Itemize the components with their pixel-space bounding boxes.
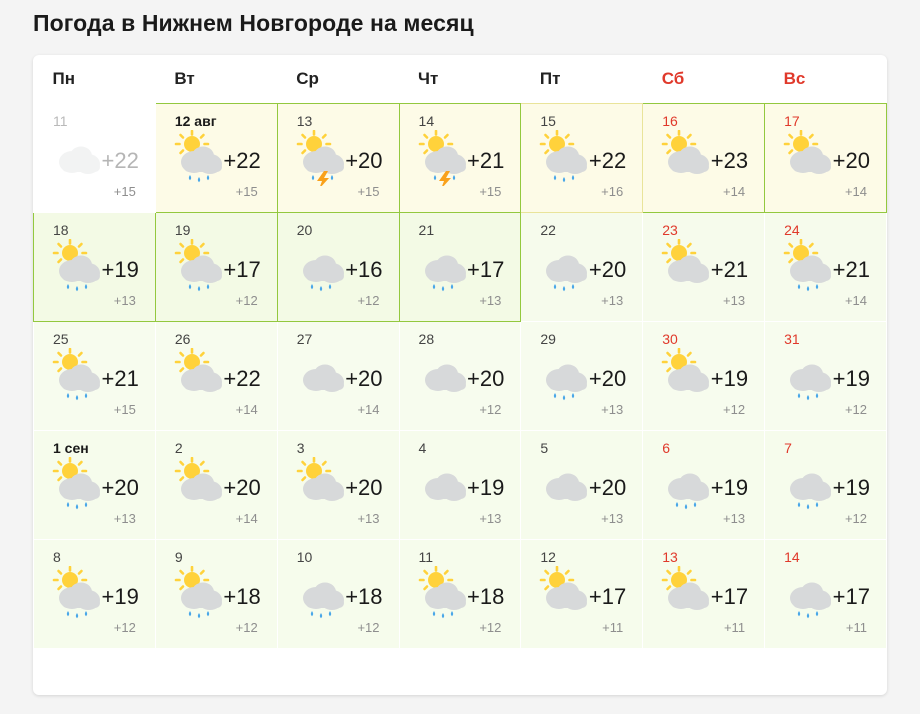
temperature-max: +19 [101,584,139,609]
temperature-min: +11 [845,620,867,635]
day-number: 10 [296,549,313,565]
day-number: 23 [662,222,678,238]
day-number: 7 [784,440,792,456]
temperature-max: +18 [223,584,261,609]
weekday-header-5: Сб [661,69,685,88]
calendar-week-row [34,431,887,540]
calendar-week-row [34,213,887,322]
day-cell[interactable] [34,213,156,322]
temperature-max: +22 [223,148,261,173]
day-cell[interactable] [765,540,887,649]
temperature-min: +15 [479,184,502,199]
temperature-max: +20 [345,366,383,391]
day-cell[interactable] [521,213,643,322]
temperature-min: +12 [844,511,867,526]
day-cell[interactable] [399,104,521,213]
day-cell[interactable] [155,540,277,649]
day-cell-inner [278,322,399,430]
temperature-max: +20 [588,257,627,282]
day-number: 16 [662,113,678,129]
calendar-week-row [34,540,887,649]
temperature-min: +15 [357,184,380,199]
temperature-min: +14 [235,402,258,417]
day-cell[interactable] [643,213,765,322]
temperature-max: +19 [710,366,749,391]
day-cell-inner [765,104,886,212]
day-cell[interactable] [277,540,399,649]
day-cell-inner [34,540,155,648]
day-cell[interactable] [643,104,765,213]
day-cell[interactable] [155,104,277,213]
temperature-min: +12 [479,402,502,417]
day-cell[interactable] [521,104,643,213]
temperature-max: +20 [467,366,505,391]
calendar-week-row [34,104,887,213]
day-number: 12 авг [174,113,217,129]
day-number: 30 [662,331,678,347]
day-cell[interactable] [277,104,399,213]
day-cell-inner [643,322,764,430]
day-cell[interactable] [277,213,399,322]
day-cell-inner [278,104,399,212]
temperature-min: +13 [601,402,624,417]
day-cell-inner [278,540,399,648]
day-cell[interactable] [277,431,399,540]
temperature-max: +21 [832,257,870,282]
temperature-max: +20 [588,475,627,500]
day-cell-inner [521,104,642,212]
temperature-min: +15 [113,402,136,417]
day-cell[interactable] [521,540,643,649]
day-cell-inner [400,322,521,430]
day-number: 1 сен [53,440,89,456]
temperature-min: +13 [357,511,380,526]
day-number: 13 [662,549,678,565]
temperature-min: +13 [113,293,136,308]
temperature-max: +16 [345,257,383,282]
day-number: 26 [174,331,191,347]
temperature-min: +13 [601,293,624,308]
temperature-max: +20 [101,475,139,500]
temperature-max: +20 [832,148,870,173]
day-cell-inner [521,540,642,648]
day-number: 24 [784,222,800,238]
day-cell[interactable] [521,431,643,540]
day-cell[interactable] [155,322,277,431]
temperature-max: +19 [832,366,870,391]
calendar-week-row [34,322,887,431]
temperature-min: +15 [113,184,136,199]
day-number: 14 [784,549,800,565]
temperature-min: +11 [723,620,746,635]
day-cell[interactable] [155,431,277,540]
day-cell-inner [278,431,399,539]
day-cell-inner [765,322,886,430]
day-number: 31 [784,331,800,347]
day-cell-inner [156,540,277,648]
day-cell-inner [34,322,155,430]
day-cell-inner [643,104,764,212]
weekday-header-3: Чт [418,69,439,88]
temperature-max: +17 [710,584,749,609]
temperature-max: +19 [101,257,139,282]
day-cell-inner [278,213,399,321]
weekday-header-4: Пт [539,69,561,88]
temperature-max: +23 [710,148,749,173]
day-number: 14 [418,113,435,129]
weekday-header-row [34,55,887,104]
temperature-max: +20 [345,475,383,500]
day-cell-inner [156,104,277,212]
page-title: Погода в Нижнем Новгороде на месяц [33,10,474,36]
day-number: 6 [662,440,671,456]
day-cell[interactable] [399,431,521,540]
day-number: 20 [296,222,313,238]
temperature-max: +20 [345,148,383,173]
day-cell[interactable] [399,540,521,649]
temperature-max: +17 [467,257,505,282]
temperature-max: +22 [588,148,627,173]
day-cell-inner [765,431,886,539]
day-cell[interactable] [34,322,156,431]
day-cell[interactable] [765,104,887,213]
day-cell[interactable] [643,540,765,649]
day-number: 4 [418,440,427,456]
temperature-max: +17 [588,584,627,609]
day-number: 12 [540,549,556,565]
day-number: 8 [53,549,61,565]
temperature-min: +11 [602,620,624,635]
day-cell[interactable] [643,322,765,431]
day-cell[interactable] [765,213,887,322]
temperature-max: +22 [101,148,139,173]
temperature-min: +14 [357,402,380,417]
temperature-min: +15 [235,184,258,199]
day-cell-inner [156,431,277,539]
day-cell-inner [400,104,521,212]
day-number: 15 [540,113,556,129]
day-number: 27 [296,331,313,347]
day-cell[interactable] [34,104,156,213]
day-number: 29 [540,331,556,347]
temperature-min: +12 [235,293,258,308]
day-number: 3 [296,440,305,456]
day-cell-inner [156,322,277,430]
day-cell-inner [156,213,277,321]
day-cell-inner [400,540,521,648]
day-cell-inner [400,431,521,539]
day-cell-inner [34,213,155,321]
temperature-max: +19 [832,475,870,500]
day-cell[interactable] [399,213,521,322]
temperature-min: +12 [479,620,502,635]
temperature-min: +14 [844,184,867,199]
day-cell[interactable] [765,322,887,431]
temperature-min: +13 [601,511,624,526]
day-cell[interactable] [765,431,887,540]
day-cell-inner [765,213,886,321]
day-number: 5 [540,440,549,456]
temperature-min: +13 [723,293,746,308]
temperature-max: +21 [101,366,139,391]
day-cell[interactable] [34,540,156,649]
temperature-min: +13 [723,511,746,526]
day-cell[interactable] [155,213,277,322]
day-number: 11 [53,113,68,129]
temperature-min: +12 [235,620,258,635]
day-cell-inner [34,104,155,212]
temperature-min: +13 [479,511,502,526]
day-cell-inner [34,431,155,539]
day-number: 18 [53,222,69,238]
day-cell-inner [400,213,521,321]
day-cell-inner [643,213,764,321]
day-number: 17 [784,113,800,129]
day-cell-inner [521,431,642,539]
day-cell-inner [643,431,764,539]
day-number: 25 [53,331,69,347]
temperature-max: +20 [223,475,261,500]
weekday-header-2: Ср [296,69,319,88]
temperature-max: +19 [467,475,505,500]
temperature-max: +21 [710,257,749,282]
weekday-header-1: Вт [174,69,195,88]
day-number: 19 [174,222,191,238]
day-number: 11 [418,549,434,565]
temperature-max: +17 [832,584,870,609]
temperature-min: +12 [723,402,746,417]
temperature-min: +14 [844,293,867,308]
weekday-header-6: Вс [783,69,806,88]
day-cell-inner [521,322,642,430]
day-number: 28 [418,331,435,347]
day-number: 13 [296,113,313,129]
weekday-header-0: Пн [52,69,75,88]
day-cell[interactable] [399,322,521,431]
temperature-min: +16 [601,184,624,199]
day-cell[interactable] [277,322,399,431]
temperature-min: +14 [235,511,258,526]
temperature-max: +21 [467,148,505,173]
day-cell[interactable] [34,431,156,540]
temperature-max: +18 [345,584,383,609]
temperature-min: +12 [844,402,867,417]
temperature-min: +12 [113,620,136,635]
day-cell[interactable] [643,431,765,540]
temperature-max: +18 [467,584,505,609]
temperature-max: +20 [588,366,627,391]
month-calendar-table [33,55,887,649]
temperature-max: +22 [223,366,261,391]
temperature-max: +19 [710,475,749,500]
temperature-max: +17 [223,257,261,282]
day-cell-inner [765,540,886,648]
temperature-min: +12 [357,293,380,308]
calendar-card [33,55,887,695]
day-cell-inner [521,213,642,321]
temperature-min: +14 [723,184,746,199]
temperature-min: +12 [357,620,380,635]
day-cell-inner [643,540,764,648]
day-number: 21 [418,222,435,238]
temperature-min: +13 [479,293,502,308]
temperature-min: +13 [113,511,136,526]
day-number: 22 [540,222,556,238]
day-number: 9 [174,549,183,565]
day-cell[interactable] [521,322,643,431]
day-number: 2 [174,440,183,456]
